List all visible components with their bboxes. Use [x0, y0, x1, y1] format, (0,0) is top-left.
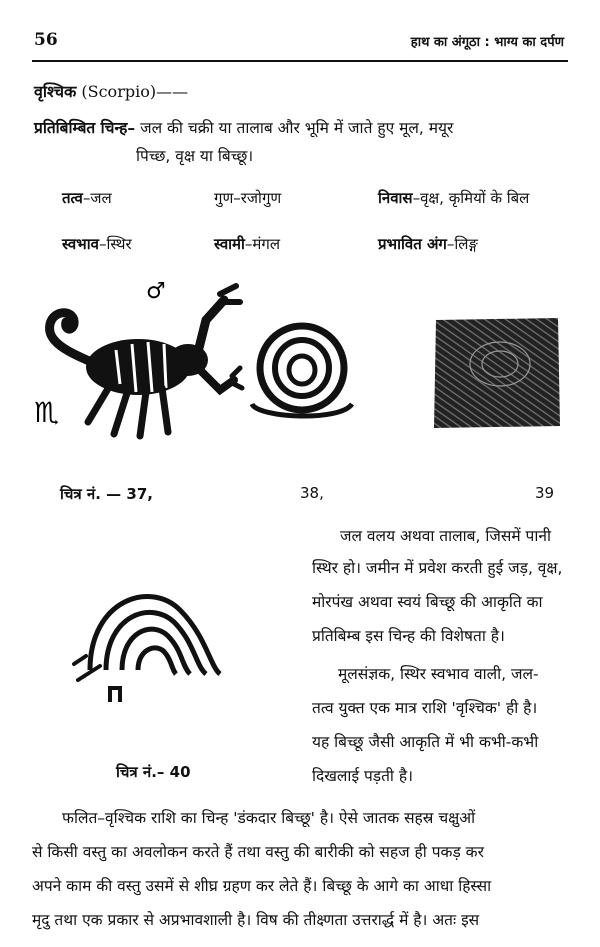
bottom-para-line: फलित–वृश्चिक राशि का चिन्ह 'डंकदार बिच्छू' है। ऐसे जातक सहस्र चक्षुओं [62, 809, 476, 827]
prop-element [62, 188, 112, 208]
prop-organ-label: प्रभावित अंग [378, 235, 447, 253]
prop-quality-value: –रजोगुण [233, 189, 282, 207]
prop-lord-value: –मंगल [244, 235, 281, 253]
prop-nature-value: –स्थिर [98, 235, 132, 253]
loop-figure-40 [70, 570, 230, 720]
figure-caption-37: चित्र नं. — 37, [60, 485, 153, 503]
prop-abode [378, 188, 529, 208]
section-heading [34, 80, 188, 102]
prop-abode-value: –वृक्ष, कृमियों के बिल [412, 189, 530, 207]
reflected-sign-text1: जल की चक्री या तालाब और भूमि में जाते हुए मूल, मयूर [140, 119, 454, 137]
bottom-para-line: अपने काम की वस्तु उसमें से शीघ्र ग्रहण कर लेते हैं। बिच्छू के आगे का आधा हिस्सा [32, 877, 492, 895]
prop-nature [62, 234, 132, 254]
reflected-sign-label: प्रतिबिम्बित चिन्ह– [34, 119, 136, 137]
header-rule [32, 60, 568, 62]
fingerprint-figure-39 [430, 314, 564, 432]
bottom-para-line: मृदु तथा एक प्रकार से अप्रभावशाली है। विष की तीक्ष्णता उत्तरार्द्ध में है। अतः इस [32, 911, 480, 929]
prop-lord [214, 234, 280, 254]
prop-quality [214, 188, 281, 208]
running-title: हाथ का अंगूठा : भाग्य का दर्पण [410, 35, 564, 50]
page-number: 56 [34, 30, 58, 50]
reflected-sign-line1 [34, 116, 453, 138]
bottom-para-line: से किसी वस्तु का अवलोकन करते हैं तथा वस्तु की बारीकी को सहज ही पकड़ कर [32, 843, 484, 861]
side-para1-line: मोरपंख अथवा स्वयं बिच्छू की आकृति का [312, 593, 543, 611]
prop-quality-label: गुण [214, 189, 234, 207]
side-para1-line: स्थिर हो। जमीन में प्रवेश करती हुई जड़, वृक्ष, [312, 559, 563, 577]
prop-lord-label: स्वामी [214, 235, 245, 253]
figure-caption-40: चित्र नं.– 40 [116, 763, 191, 781]
side-para2-line: दिखलाई पड़ती है। [312, 767, 413, 785]
whorl-figure-38 [244, 318, 359, 428]
prop-element-label: तत्व [62, 189, 83, 207]
side-para2-line: मूलसंज्ञक, स्थिर स्वभाव वाली, जल- [338, 665, 539, 683]
scorpio-glyph: ♏ [34, 396, 60, 429]
side-para2-line: तत्व युक्त एक मात्र राशि 'वृश्चिक' ही है। [312, 699, 538, 717]
prop-abode-label: निवास [378, 189, 413, 207]
section-heading-latin: (Scorpio)—— [81, 82, 189, 101]
side-para2-line: यह बिच्छू जैसी आकृति में भी कभी-कभी [312, 733, 539, 751]
reflected-sign-line2: पिच्छ, वृक्ष या बिच्छू। [136, 147, 254, 165]
side-para1-line: प्रतिबिम्ब इस चिन्ह की विशेषता है। [312, 627, 505, 645]
side-para1-line: जल वलय अथवा तालाब, जिसमें पानी [340, 527, 551, 545]
figure-caption-39: 39 [535, 484, 555, 502]
mars-symbol: ♂ [146, 279, 166, 304]
prop-organ [378, 234, 478, 254]
section-heading-hindi: वृश्चिक [34, 82, 77, 101]
figure-caption-38: 38, [300, 484, 324, 502]
prop-organ-value: –लिङ्ग [446, 235, 478, 253]
prop-nature-label: स्वभाव [62, 235, 99, 253]
scorpion-figure [28, 272, 248, 447]
prop-element-value: –जल [82, 189, 112, 207]
